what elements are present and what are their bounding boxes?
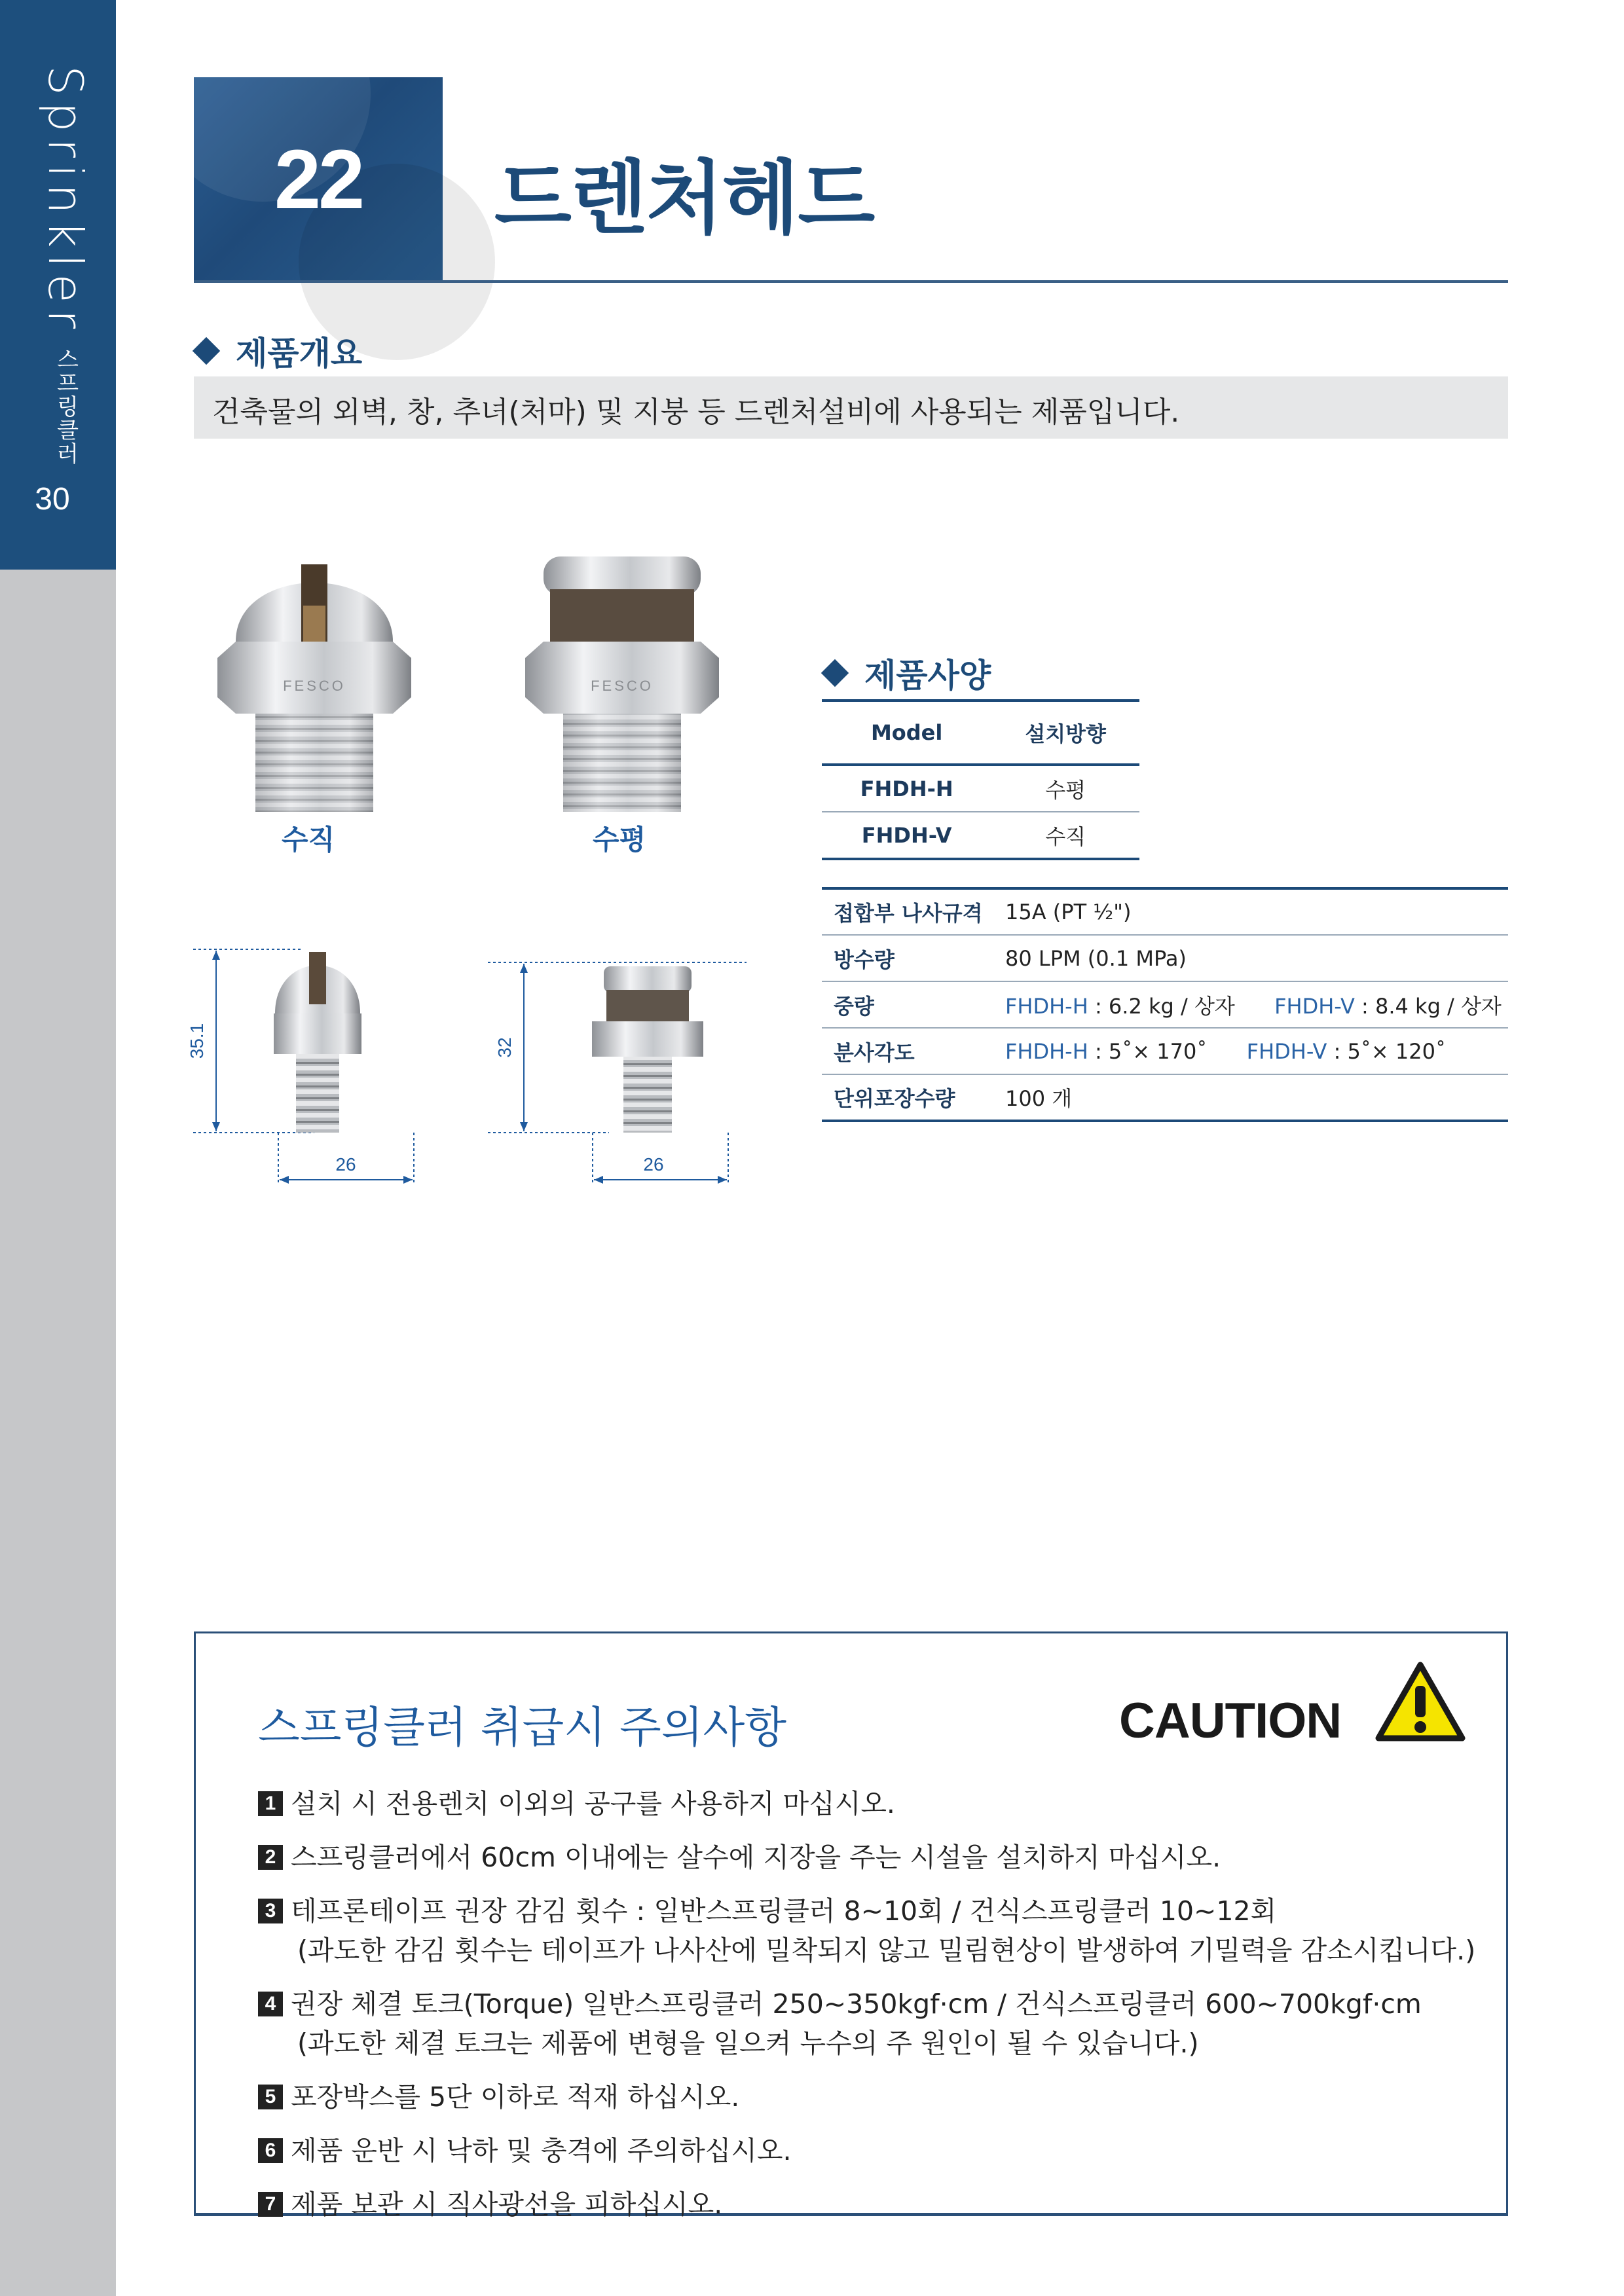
table-row	[822, 1074, 1508, 1121]
list-item	[258, 2131, 1489, 2170]
model-table	[822, 699, 1139, 860]
spec-heading-label: 제품사양	[864, 657, 991, 695]
item-text-note: (과도한 감김 횟수는 테이프가 나사산에 밀착되지 않고 밀림현상이 발생하여 기밀력을 감소시킵니다.)	[297, 1935, 1476, 1966]
caution-box	[194, 1631, 1508, 2220]
model-name: FHDH-V	[1246, 1038, 1327, 1064]
spec-value	[1005, 1028, 1508, 1074]
table-row	[822, 765, 1139, 812]
spec-label: 분사각도	[822, 1028, 1005, 1074]
direction-cell: 수직	[991, 812, 1139, 859]
horizontal-width-label: 26	[643, 1154, 664, 1175]
item-number: 2	[258, 1845, 283, 1870]
horizontal-dimension-drawing	[485, 949, 760, 1192]
table-row	[822, 1028, 1508, 1074]
overview-heading	[196, 327, 362, 374]
list-item	[258, 1891, 1489, 1970]
item-text-main: 제품 보관 시 직사광선을 피하십시오.	[291, 2189, 723, 2220]
item-text	[291, 1784, 895, 1823]
header-direction: 설치방향	[991, 701, 1139, 765]
item-number: 3	[258, 1899, 283, 1923]
item-number: 6	[258, 2138, 283, 2163]
item-text	[291, 1984, 1422, 2063]
spec-label: 중량	[822, 981, 1005, 1028]
item-text	[291, 2077, 739, 2117]
item-text	[291, 1838, 1221, 1877]
weight-value: : 8.4 kg / 상자	[1354, 993, 1502, 1019]
list-item	[258, 1838, 1489, 1877]
caution-list	[258, 1784, 1489, 2238]
page-number: 30	[35, 482, 70, 517]
model-name: FHDH-H	[1005, 993, 1088, 1019]
item-text-main: 테프론테이프 권장 감김 횟수 : 일반스프링클러 8~10회 / 건식스프링클러 10~12회	[291, 1895, 1277, 1927]
spec-value	[1005, 981, 1508, 1028]
vertical-height-label: 35.1	[187, 1023, 207, 1059]
warning-triangle-icon	[1375, 1660, 1466, 1745]
item-number: 5	[258, 2085, 283, 2109]
model-table-header	[822, 701, 1139, 765]
sidebar	[0, 0, 116, 2296]
item-number: 1	[258, 1791, 283, 1816]
list-item	[258, 2185, 1489, 2224]
weight-value: : 6.2 kg / 상자	[1088, 993, 1235, 1019]
list-item	[258, 1984, 1489, 2063]
section-title-en: Sprinkler	[38, 65, 93, 336]
spec-value: 80 LPM (0.1 MPa)	[1005, 935, 1508, 981]
spec-label: 단위포장수량	[822, 1074, 1005, 1121]
spec-detail-table	[822, 887, 1508, 1122]
item-text-main: 설치 시 전용렌치 이외의 공구를 사용하지 마십시오.	[291, 1788, 895, 1819]
caution-title: 스프링클러 취급시 주의사항	[258, 1702, 787, 1753]
table-row	[822, 935, 1508, 981]
vertical-caption: 수직	[282, 824, 335, 856]
model-cell: FHDH-V	[822, 812, 991, 859]
item-text-note: (과도한 체결 토크는 제품에 변형을 일으켜 누수의 주 원인이 될 수 있습니다.)	[297, 2028, 1199, 2059]
vertical-dimension-drawing	[187, 936, 465, 1192]
table-row	[822, 981, 1508, 1028]
brand-mark: FESCO	[591, 678, 654, 694]
horizontal-height-label: 32	[494, 1037, 515, 1058]
spec-value: 100 개	[1005, 1074, 1508, 1121]
spec-label: 접합부 나사규격	[822, 888, 1005, 935]
header-model: Model	[822, 701, 991, 765]
horizontal-caption: 수평	[593, 824, 646, 856]
item-text-main: 스프링클러에서 60cm 이내에는 살수에 지장을 주는 시설을 설치하지 마십시오.	[291, 1842, 1221, 1873]
item-text-main: 제품 운반 시 낙하 및 충격에 주의하십시오.	[291, 2135, 792, 2166]
angle-value: : 5˚× 120˚	[1327, 1038, 1446, 1064]
table-row	[822, 812, 1139, 859]
spec-label: 방수량	[822, 935, 1005, 981]
item-text	[291, 1891, 1475, 1970]
product-number: 22	[274, 132, 363, 227]
section-title-ko: 스프링클러	[52, 348, 79, 466]
overview-heading-label: 제품개요	[236, 335, 363, 373]
item-text-main: 포장박스를 5단 이하로 적재 하십시오.	[291, 2081, 740, 2113]
vertical-width-label: 26	[335, 1154, 356, 1175]
list-item	[258, 2077, 1489, 2117]
item-text	[291, 2185, 722, 2224]
diamond-bullet-icon	[193, 337, 220, 365]
model-name: FHDH-V	[1274, 993, 1355, 1019]
spec-value: 15A (PT ½")	[1005, 888, 1508, 935]
sidebar-section-tab	[0, 0, 116, 570]
model-name: FHDH-H	[1005, 1038, 1088, 1064]
brand-mark: FESCO	[283, 678, 346, 694]
diamond-bullet-icon	[821, 659, 849, 687]
direction-cell: 수평	[991, 765, 1139, 812]
list-item	[258, 1784, 1489, 1823]
angle-value: : 5˚× 170˚	[1088, 1038, 1208, 1064]
section-title	[21, 65, 93, 466]
table-row	[822, 888, 1508, 935]
vertical-head-photo	[210, 543, 419, 825]
overview-text: 건축물의 외벽, 창, 추녀(처마) 및 지붕 등 드렌처설비에 사용되는 제품입니다.	[212, 395, 1180, 429]
product-number-badge	[194, 77, 443, 282]
caution-word: CAUTION	[1119, 1693, 1342, 1749]
item-number: 4	[258, 1992, 283, 2016]
spec-heading	[825, 649, 991, 697]
item-number: 7	[258, 2192, 283, 2217]
item-text-main: 권장 체결 토크(Torque) 일반스프링클러 250~350kgf·cm / 건식스프링클러 600~700kgf·cm	[291, 1988, 1422, 2020]
horizontal-head-photo	[517, 550, 727, 825]
overview-text-box	[194, 376, 1508, 439]
item-text	[291, 2131, 792, 2170]
page-title: 드렌처헤드	[494, 152, 874, 245]
model-cell: FHDH-H	[822, 765, 991, 812]
